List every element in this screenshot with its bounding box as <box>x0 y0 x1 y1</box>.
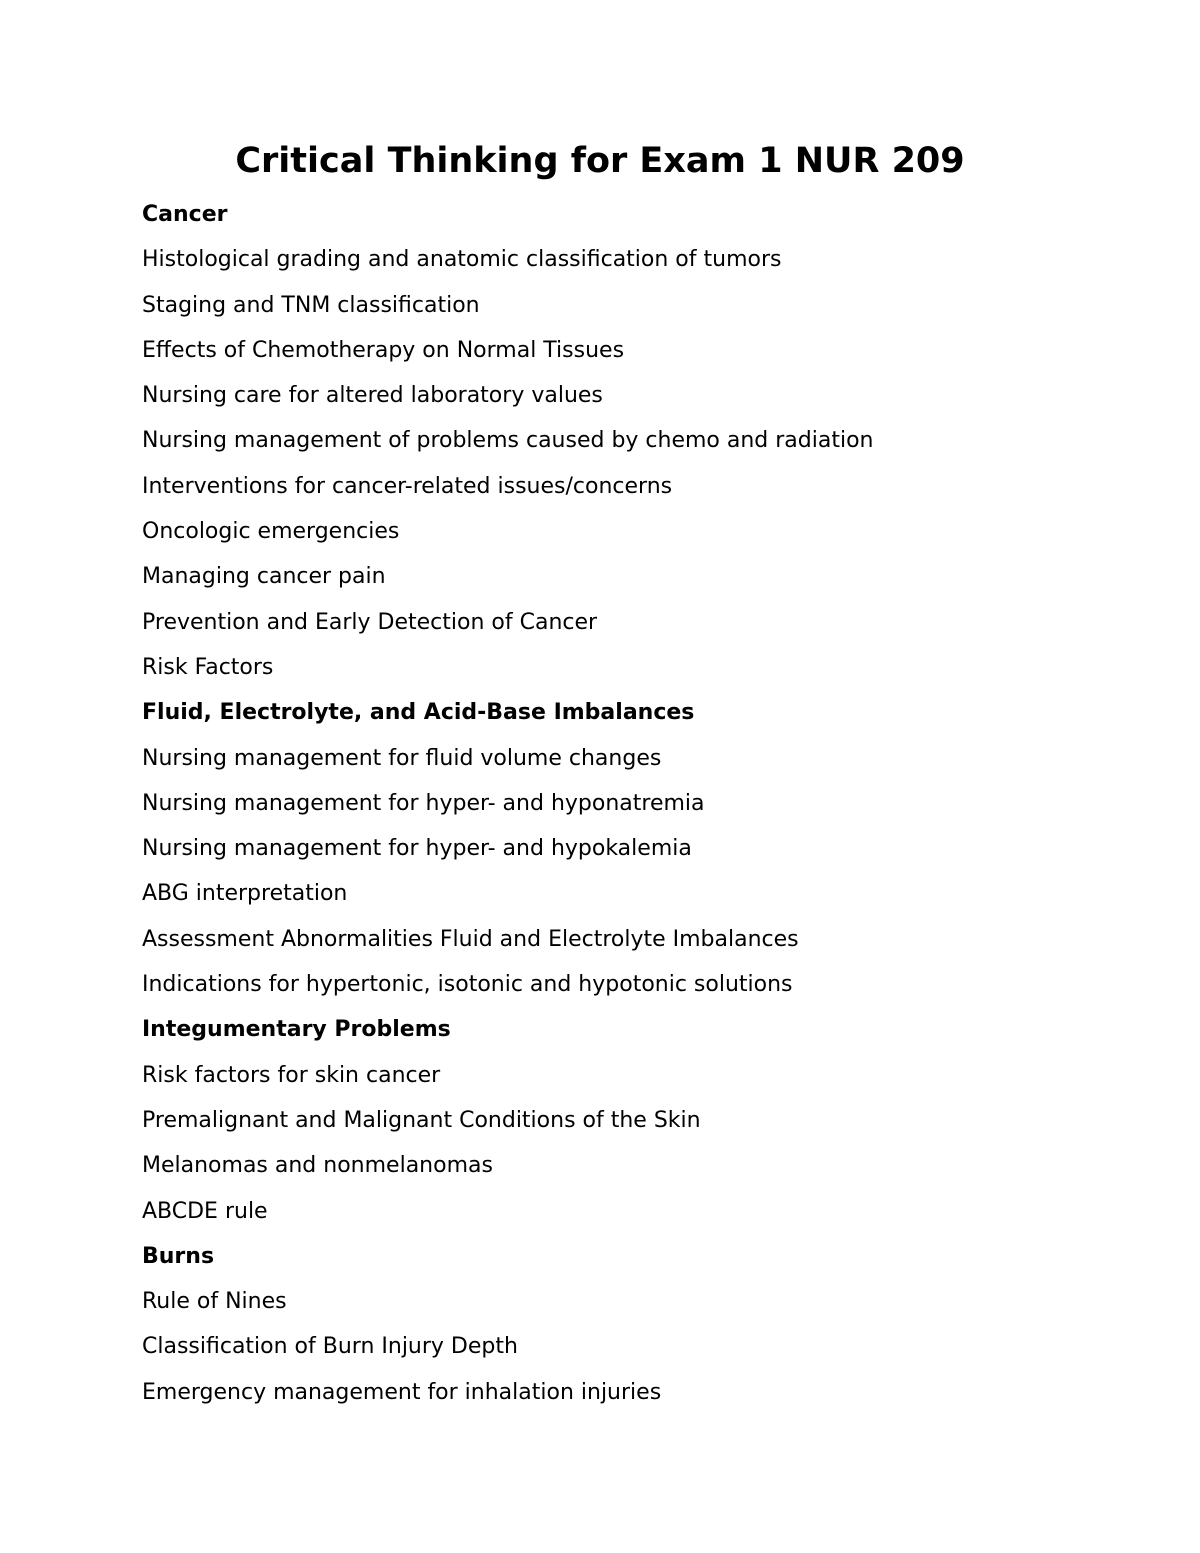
list-item: Nursing care for altered laboratory values <box>142 383 603 409</box>
list-item: Histological grading and anatomic classification of tumors <box>142 247 782 273</box>
list-item: Indications for hypertonic, isotonic and hypotonic solutions <box>142 972 793 998</box>
list-item: Nursing management for hyper- and hyponatremia <box>142 790 705 816</box>
section-burns <box>142 1234 1142 1415</box>
list-item: Classification of Burn Injury Depth <box>142 1334 518 1360</box>
list-item: ABG interpretation <box>142 881 348 907</box>
topic-list <box>142 736 1142 1008</box>
section-heading: Integumentary Problems <box>142 1017 451 1043</box>
list-item: Staging and TNM classification <box>142 292 480 318</box>
list-item: Interventions for cancer-related issues/concerns <box>142 473 673 499</box>
list-item: Nursing management for fluid volume changes <box>142 745 662 771</box>
list-item: Nursing management of problems caused by chemo and radiation <box>142 428 874 454</box>
list-item: ABCDE rule <box>142 1198 268 1224</box>
list-item: Risk factors for skin cancer <box>142 1062 441 1088</box>
topic-list <box>142 1053 1142 1234</box>
section-heading: Burns <box>142 1243 215 1269</box>
list-item: Risk Factors <box>142 654 274 680</box>
list-item: Prevention and Early Detection of Cancer <box>142 609 598 635</box>
list-item: Rule of Nines <box>142 1289 287 1315</box>
list-item: Nursing management for hyper- and hypokalemia <box>142 836 692 862</box>
topic-list <box>142 237 1142 690</box>
section-cancer <box>142 192 1142 690</box>
section-integumentary <box>142 1007 1142 1233</box>
list-item: Melanomas and nonmelanomas <box>142 1153 493 1179</box>
list-item: Effects of Chemotherapy on Normal Tissues <box>142 337 625 363</box>
section-heading: Cancer <box>142 202 228 227</box>
document-body <box>142 192 1142 1415</box>
list-item: Assessment Abnormalities Fluid and Electrolyte Imbalances <box>142 926 799 952</box>
section-fluid-electrolyte <box>142 690 1142 1007</box>
topic-list <box>142 1279 1142 1415</box>
list-item: Emergency management for inhalation injuries <box>142 1379 662 1405</box>
document-title: Critical Thinking for Exam 1 NUR 209 <box>235 141 965 181</box>
list-item: Oncologic emergencies <box>142 519 400 545</box>
list-item: Managing cancer pain <box>142 564 386 590</box>
list-item: Premalignant and Malignant Conditions of the Skin <box>142 1107 701 1133</box>
section-heading: Fluid, Electrolyte, and Acid-Base Imbalances <box>142 700 695 726</box>
